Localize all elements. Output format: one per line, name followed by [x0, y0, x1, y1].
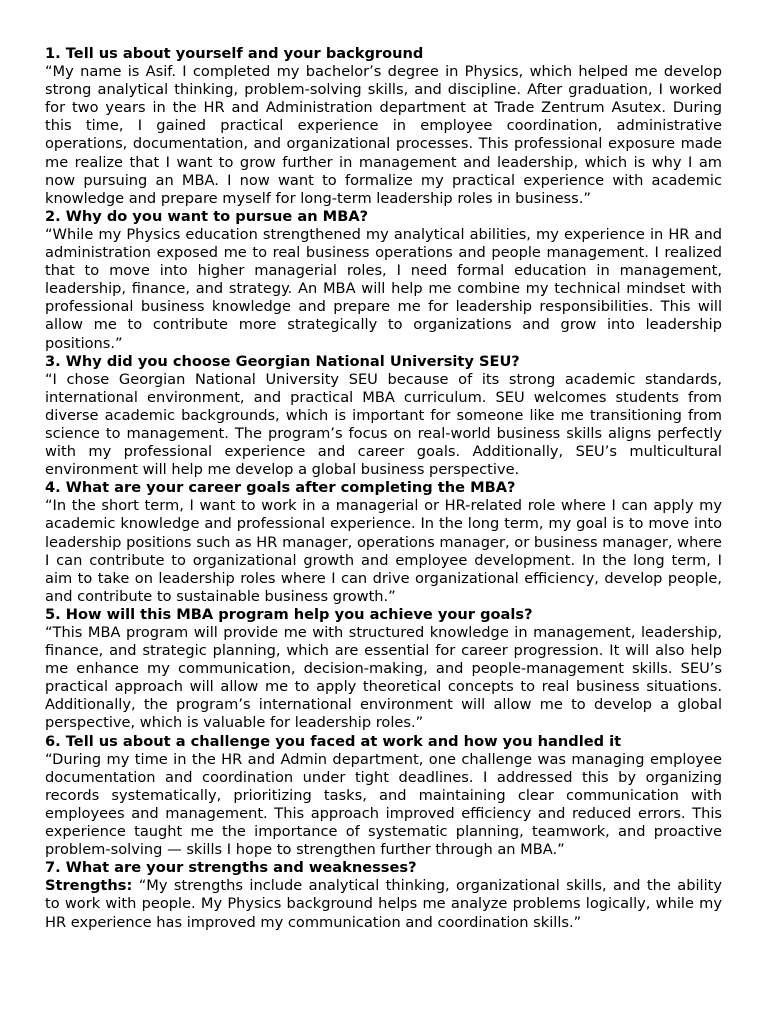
document-page [45, 45, 722, 932]
answer-7-text: “My strengths include analytical thinking, organizational skills, and the ability to work with people. My Physics background helps me analyze problems logically, while my HR experience has improved my communication and coordination skills.” [45, 877, 722, 931]
question-6-heading: 6. Tell us about a challenge you faced at work and how you handled it [45, 732, 622, 750]
answer-4-text: “In the short term, I want to work in a managerial or HR-related role where I can apply my academic knowledge and professional experience. In the long term, my goal is to move into leadership positions such as HR manager, operations manager, or business manager, where I can contribute to organizational growth and employee development. In the long term, I aim to take on leadership roles where I can drive organizational efficiency, develop people, and contribute to sustainable business growth.” [45, 497, 722, 605]
question-3-heading: 3. Why did you choose Georgian National University SEU? [45, 352, 520, 370]
strengths-label: Strengths: [45, 877, 133, 895]
answer-6-text: “During my time in the HR and Admin department, one challenge was managing employee documentation and coordination under tight deadlines. I addressed this by organizing records systematically, prioritizing tasks, and maintaining clear communication with employees and management. This approach improved efficiency and reduced errors. This experience taught me the importance of systematic planning, teamwork, and proactive problem-solving — skills I hope to strengthen further through an MBA.” [45, 750, 722, 859]
answer-2-text: “While my Physics education strengthened my analytical abilities, my experience in HR and administration exposed me to real business operations and people management. I realized that to move into higher managerial roles, I need formal education in management, leadership, finance, and strategy. An MBA will help me combine my technical mindset with professional business knowledge and prepare me for leadership responsibilities. This will allow me to contribute more strategically to organizations and grow into leadership positions.” [45, 225, 722, 352]
question-7-heading: 7. What are your strengths and weaknesses? [45, 859, 417, 877]
question-1-heading: 1. Tell us about yourself and your background [45, 45, 424, 62]
answer-1-text: “My name is Asif. I completed my bachelor’s degree in Physics, which helped me develop strong analytical thinking, problem-solving skills, and discipline. After graduation, I worked for two years in the HR and Administration department at Trade Zentrum Asutex. During this time, I gained practical experience in employee coordination, administrative operations, documentation, and organizational processes. This professional exposure made me realize that I want to grow further in management and leadership, which is why I am now pursuing an MBA. I now want to formalize my practical experience with academic knowledge and prepare myself for long-term leadership roles in business.” [45, 63, 722, 207]
answer-5-text: “This MBA program will provide me with structured knowledge in management, leadership, finance, and strategic planning, which are essential for career progression. It will also help me enhance my communication, decision-making, and people-management skills. SEU’s practical approach will allow me to apply theoretical concepts to real business situations. Additionally, the program’s international environment will allow me to develop a global perspective, which is valuable for leadership roles.” [45, 624, 722, 732]
answer-3-text: “I chose Georgian National University SEU because of its strong academic standards, international environment, and practical MBA curriculum. SEU welcomes students from diverse academic backgrounds, which is important for someone like me transitioning from science to management. The program’s focus on real-world business skills aligns perfectly with my professional experience and career goals. Additionally, SEU’s multicultural environment will help me develop a global business perspective. [45, 370, 722, 479]
question-4-heading: 4. What are your career goals after completing the MBA? [45, 479, 516, 497]
question-2-heading: 2. Why do you want to pursue an MBA? [45, 207, 369, 225]
question-5-heading: 5. How will this MBA program help you achieve your goals? [45, 605, 533, 623]
answer-7-paragraph [45, 877, 722, 931]
